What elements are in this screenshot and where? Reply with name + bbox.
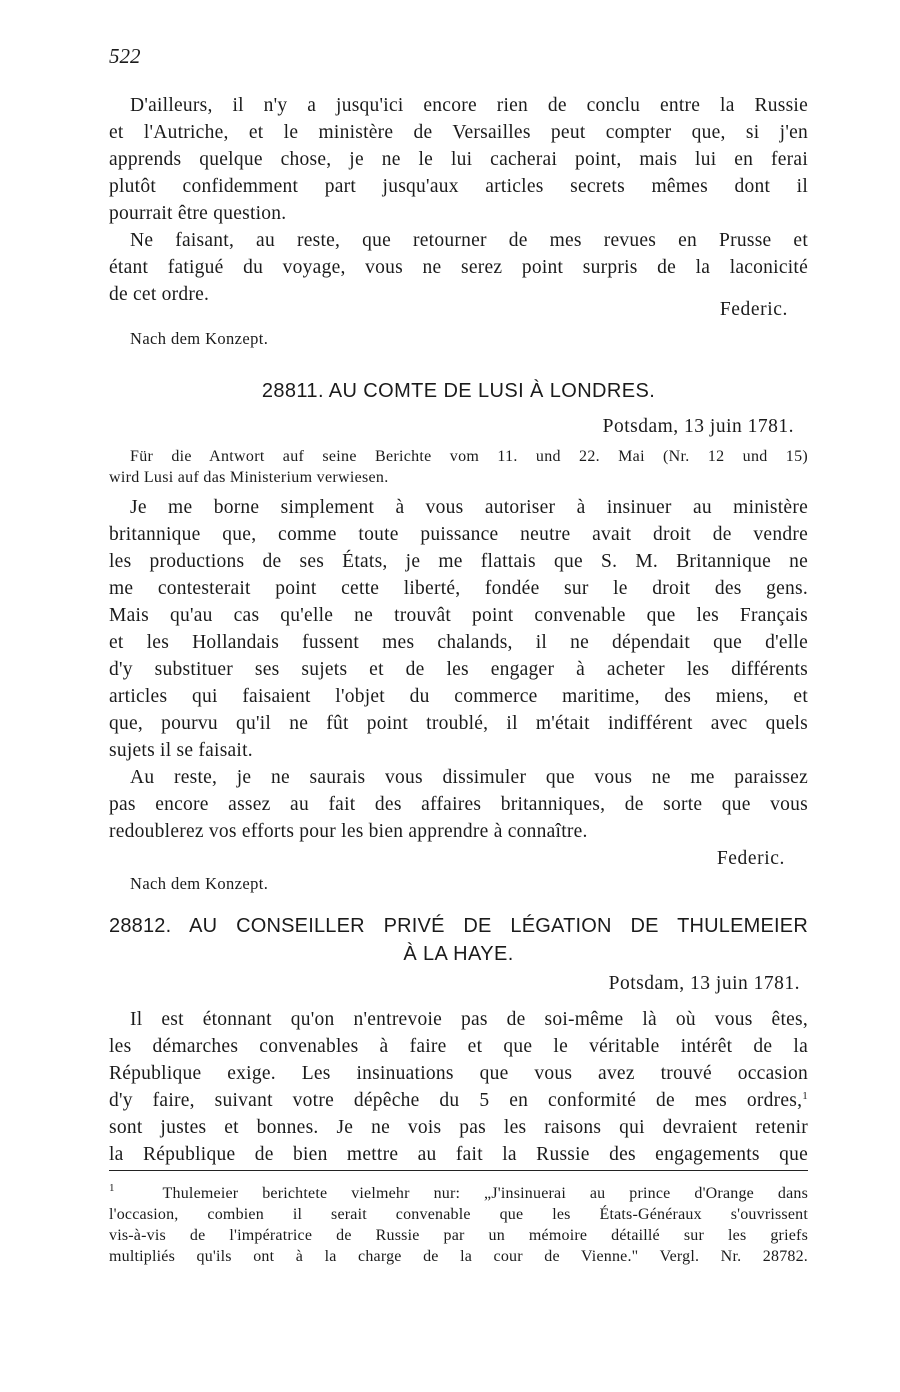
dateline: Potsdam, 13 juin 1781. [602,416,794,437]
letter-28811 [109,377,808,896]
text-line: et les Hollandais fussent mes chalands, il ne dépendait que d'elle [109,632,808,653]
text-line: Au reste, je ne saurais vous dissimuler que vous ne me paraissez [130,767,808,788]
text-line: et l'Autriche, et le ministère de Versailles peut compter que, si j'en [109,122,808,143]
source-note: Nach dem Konzept. [130,874,269,893]
text-line: Ne faisant, au reste, que retourner de mes revues en Prusse et [130,230,808,251]
footnote-marker: 1 [109,1183,115,1194]
text-line: plutôt confidemment part jusqu'aux articles secrets mêmes dont il [109,176,808,197]
text-line: redoublerez vos efforts pour les bien apprendre à connaître. [109,821,588,842]
text-line: étant fatigué du voyage, vous ne serez point surpris de la laconicité [109,257,808,278]
text-line: la République de bien mettre au fait la Russie des engagements que [109,1144,808,1165]
text-line: d'y substituer ses sujets et de les engager à acheter les différents [109,659,808,680]
signature: Federic. [716,848,785,869]
footnote-line: l'occasion, combien il serait convenable que les États-Généraux s'ouvrissent [109,1206,808,1223]
text-span: d'y faire, suivant votre dépêche du 5 en conformité de mes ordres, [109,1090,803,1111]
summary-line: Für die Antwort auf seine Berichte vom 11. und 22. Mai (Nr. 12 und 15) [130,448,808,465]
letter-summary [109,446,808,488]
text-line: Mais qu'au cas qu'elle ne trouvât point convenable que les Français [109,605,808,626]
letter-heading-continuation: À LA HAYE. [403,943,514,965]
text-line: sujets il se faisait. [109,740,253,761]
footnote-line: multipliés qu'ils ont à la charge de la cour de Vienne." Vergl. Nr. 28782. [109,1248,808,1265]
text-line: de cet ordre. [109,284,210,305]
text-line: que, pourvu qu'il ne fût point troublé, il m'était indifférent avec quels [109,713,808,734]
letter-heading: 28811. AU COMTE DE LUSI À LONDRES. [261,380,656,402]
footnote-line [109,1183,808,1204]
dateline: Potsdam, 13 juin 1781. [608,973,800,994]
text-line: articles qui faisaient l'objet du commerce maritime, des miens, et [109,686,808,707]
letter-28812 [109,912,808,1168]
footnote-rule [109,1170,808,1171]
paragraph [109,494,808,764]
footnote [109,1183,808,1267]
paragraph [109,764,808,845]
text-line: République exige. Les insinuations que vous avez trouvé occasion [109,1063,808,1084]
text-line: Je me borne simplement à vous autoriser à insinuer au ministère [130,497,808,518]
text-line: sont justes et bonnes. Je ne vois pas les raisons qui devraient retenir [109,1117,808,1138]
footnote-line: vis-à-vis de l'impératrice de Russie par un mémoire détaillé sur les griefs [109,1227,808,1244]
text-line: me contesterait point cette liberté, fondée sur le droit des gens. [109,578,808,599]
text-line: britannique que, comme toute puissance neutre avait droit de vendre [109,524,808,545]
text-line: les démarches convenables à faire et que le véritable intérêt de la [109,1036,808,1057]
letter-heading: 28812. AU CONSEILLER PRIVÉ DE LÉGATION DE THULEMEIER [109,915,808,937]
source-note: Nach dem Konzept. [130,329,269,348]
text-line: pas encore assez au fait des affaires britanniques, de sorte que vous [109,794,808,815]
footnote-reference[interactable]: 1 [802,1090,808,1102]
text-line: Il est étonnant qu'on n'entrevoie pas de soi-même là où vous êtes, [130,1009,808,1030]
text-line: pourrait être question. [109,203,287,224]
text-line: D'ailleurs, il n'y a jusqu'ici encore rien de conclu entre la Russie [130,95,808,116]
text-line: les productions de ses États, je me flattais que S. M. Britannique ne [109,551,808,572]
text-span: Thulemeier berichtete vielmehr nur: „J'insinuerai au prince d'Orange dans [162,1185,808,1202]
paragraph [109,1006,808,1168]
signature: Federic. [719,299,788,320]
text-line: apprends quelque chose, je ne le lui cacherai point, mais lui en ferai [109,149,808,170]
summary-line: wird Lusi auf das Ministerium verwiesen. [109,469,389,486]
continued-letter [109,92,808,351]
page-number: 522 [109,44,141,68]
text-line-with-footnote [109,1087,808,1114]
